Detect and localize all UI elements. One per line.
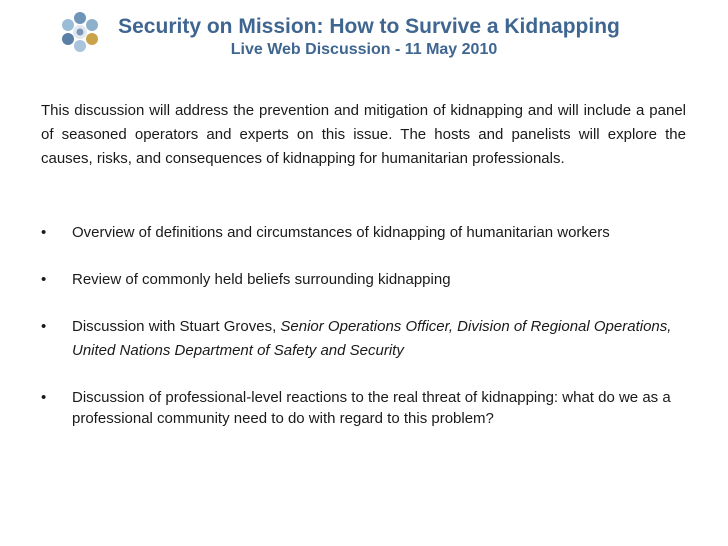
bullet-item bbox=[41, 315, 691, 363]
bullet-item bbox=[41, 387, 691, 429]
page-title: Security on Mission: How to Survive a Kidnapping bbox=[118, 15, 620, 38]
bullet-marker: • bbox=[41, 318, 47, 335]
bullet-marker: • bbox=[41, 389, 47, 406]
bullet-text-italic: Senior Operations Officer, Division of Regional Operations, United Nations Department of Safety and Security bbox=[72, 318, 672, 359]
bullet-text bbox=[72, 315, 692, 363]
intro-paragraph: This discussion will address the prevention and mitigation of kidnapping and will include a panel of seasoned operators and experts on this issue. The hosts and panelists will explore the causes, risks, and consequences of kidnapping for humanitarian professionals. bbox=[41, 102, 686, 167]
bullet-item bbox=[41, 221, 691, 245]
page-subtitle: Live Web Discussion - 11 May 2010 bbox=[230, 41, 498, 58]
bullet-marker: • bbox=[41, 224, 47, 241]
bullet-text: Discussion of professional-level reactions to the real threat of kidnapping: what do we as a professional community need to do with regard to this problem? bbox=[72, 389, 671, 427]
bullet-item bbox=[41, 268, 691, 292]
bullet-text-plain: Discussion with Stuart Groves, bbox=[72, 318, 281, 335]
bullet-text: Overview of definitions and circumstances of kidnapping of humanitarian workers bbox=[72, 224, 610, 241]
bullet-marker: • bbox=[41, 271, 47, 288]
bullet-text: Review of commonly held beliefs surrounding kidnapping bbox=[72, 271, 451, 288]
